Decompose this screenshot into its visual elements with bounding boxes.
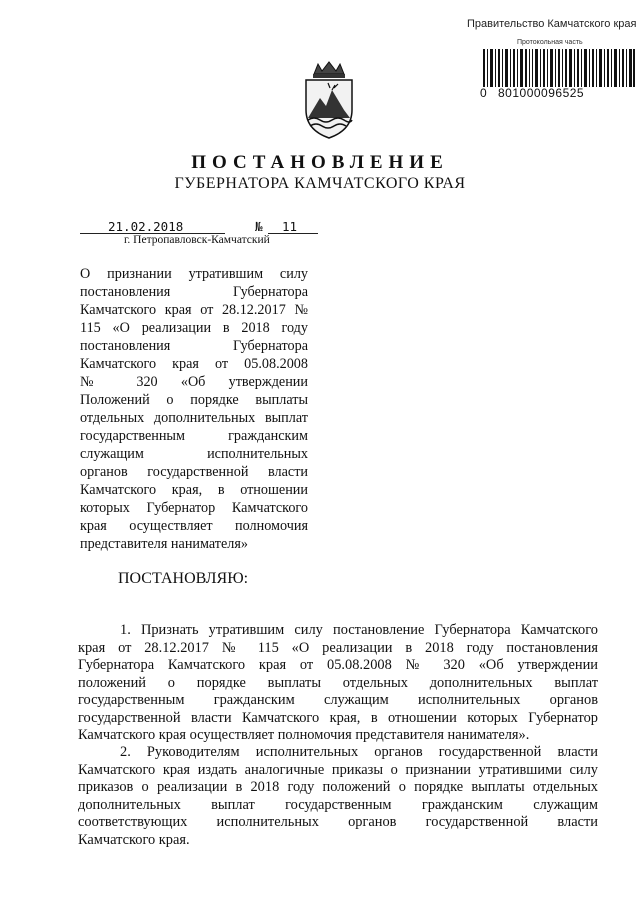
number-sign: № [255,219,263,234]
paragraph-line: государственной власти Камчатского края, в отношении которых Губернатор [78,709,598,726]
document-number: 11 [282,219,298,234]
paragraph-line: соответствующих исполнительных органов государственной власти [78,814,598,830]
barcode-prefix: 0 [480,86,487,100]
number-underline [268,233,318,234]
subject-line: № 320 «Об утверждении [80,374,308,390]
paragraph-line: 1. Признать утратившим силу постановление Губернатора Камчатского [120,622,598,638]
subject-line: Камчатского края от 28.12.2017 № [80,302,308,318]
paragraph-line: приказов о реализации в 2018 году положений о порядке выплаты отдельных [78,779,598,795]
subject-line: органов государственной власти [80,464,308,480]
paragraph-1 [78,622,598,745]
subject-line: Камчатского края, в отношении [80,482,308,498]
barcode-number: 801000096525 [498,86,585,100]
paragraph-line: Камчатского края. [78,831,190,848]
paragraph-2 [78,744,598,849]
stamp-organization: Правительство Камчатского края [467,18,637,30]
paragraph-line: края от 28.12.2017 № 115 «О реализации в 2018 году постановления [78,639,598,656]
paragraph-line: дополнительных выплат государственным гражданским служащим [78,796,598,813]
document-date: 21.02.2018 [108,219,184,234]
subject-line: которых Губернатор Камчатского [80,500,308,516]
subject-line: постановления Губернатора [80,338,308,354]
paragraph-line: Камчатского края осуществляет полномочия представителя нанимателя». [78,727,530,743]
document-subject [80,265,308,553]
document-title: ПОСТАНОВЛЕНИЕ [191,152,449,173]
barcode [483,49,635,87]
paragraph-line: Губернатора Камчатского края от 05.08.2008 № 320 «Об утверждении [78,657,598,673]
document-city: г. Петропавловск-Камчатский [124,234,270,246]
decree-heading: ПОСТАНОВЛЯЮ: [118,570,249,587]
subject-line: представителя нанимателя» [80,536,249,552]
paragraph-line: положений о порядке выплаты отдельных дополнительных выплат [78,674,598,691]
subject-line: постановления Губернатора [80,284,308,300]
paragraph-line: 2. Руководителям исполнительных органов государственной власти [120,744,598,760]
subject-line: государственным гражданским [80,428,308,444]
stamp-part-label: Протокольная часть [517,39,583,46]
paragraph-line: Камчатского края издать аналогичные приказы о признании утратившими силу [78,761,598,778]
subject-line: отдельных дополнительных выплат [80,410,308,426]
coat-of-arms-emblem [300,60,358,140]
subject-line: Камчатского края от 05.08.2008 [80,356,308,372]
subject-line: служащим исполнительных [80,446,308,462]
subject-line: О признании утратившим силу [80,266,308,282]
subject-line: Положений о порядке выплаты [80,392,308,408]
subject-line: края осуществляет полномочия [80,518,308,534]
subject-line: 115 «О реализации в 2018 году [80,320,308,336]
document-subtitle: ГУБЕРНАТОРА КАМЧАТСКОГО КРАЯ [174,175,466,192]
paragraph-line: государственным гражданским служащим исполнительных органов [78,692,598,708]
